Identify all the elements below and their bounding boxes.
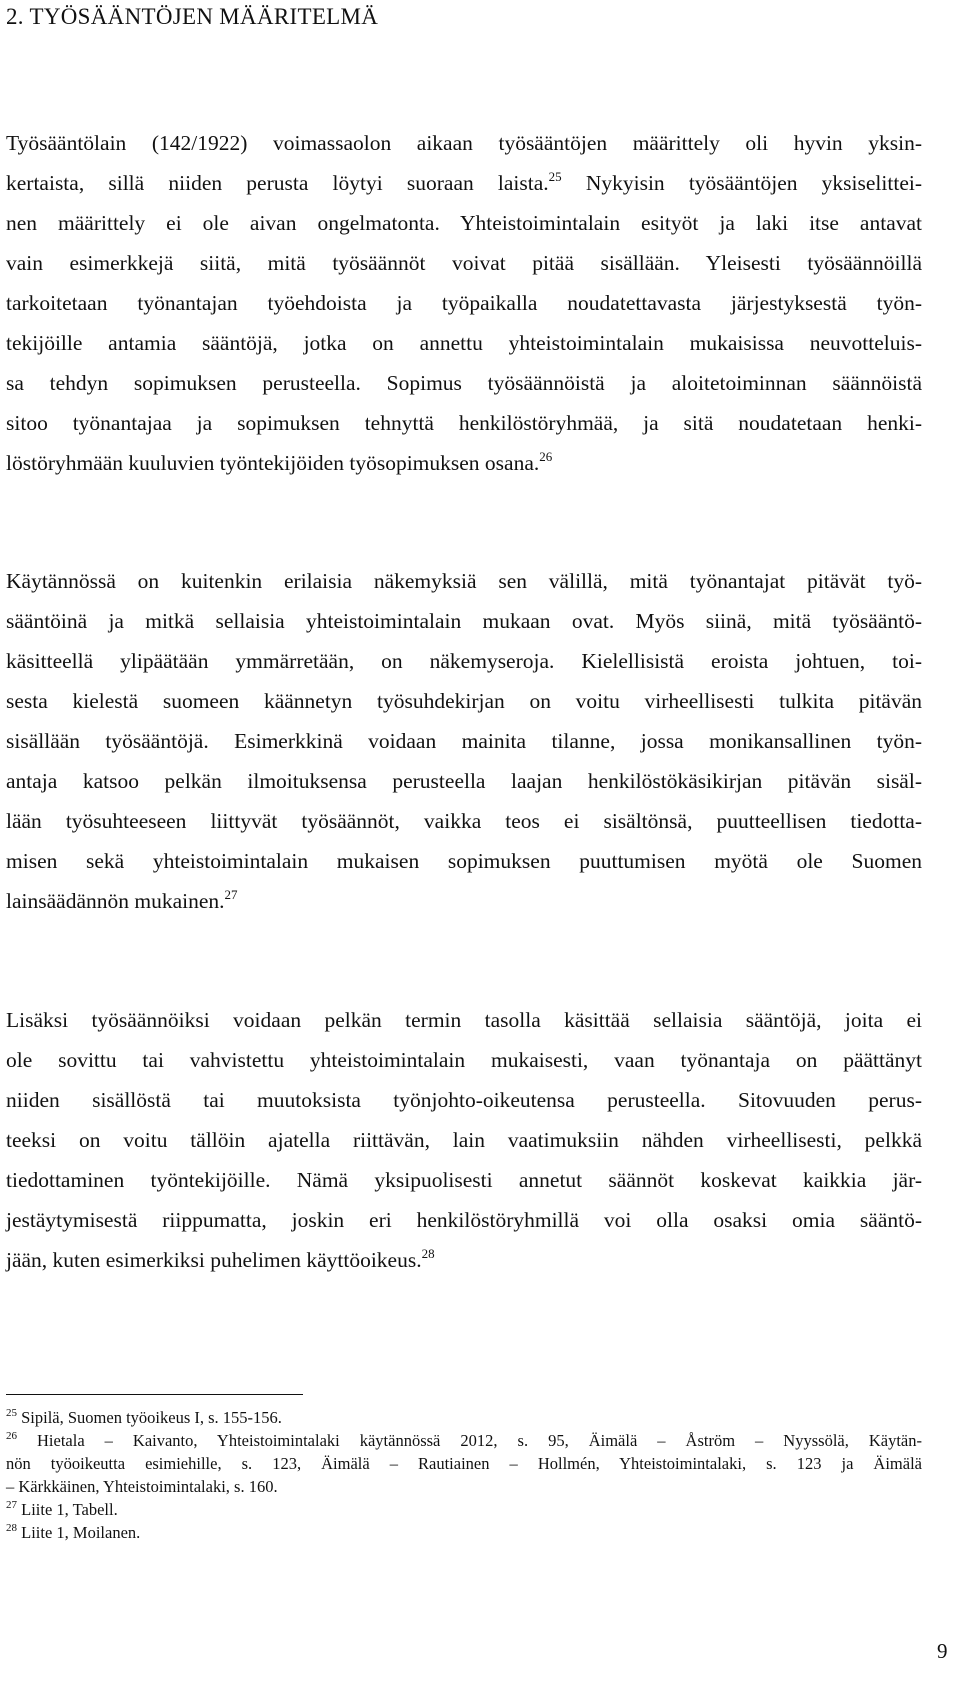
paragraph-line: Työsääntölain (142/1922) voimassaolon aikaan työsääntöjen määrittely oli hyvin yksin-	[6, 131, 922, 155]
section-heading: 2. TYÖSÄÄNTÖJEN MÄÄRITELMÄ	[6, 4, 379, 29]
footnote-separator	[6, 1394, 303, 1395]
paragraph-line: teeksi on voitu tällöin ajatella riittävän, lain vaatimuksiin nähden virheellisesti, pelkkä	[6, 1128, 922, 1152]
footnote-text: Hietala – Kaivanto, Yhteistoimintalaki käytännössä 2012, s. 95, Äimälä – Åström – Nyyssölä, Käytän-	[17, 1431, 922, 1450]
footnote-text: Liite 1, Tabell.	[17, 1500, 118, 1519]
paragraph-line: tekijöille antamia sääntöjä, jotka on annettu yhteistoimintalain mukaisissa neuvotteluis-	[6, 331, 922, 355]
footnote-number: 26	[6, 1430, 17, 1442]
paragraph-line: niiden sisällöstä tai muutoksista työnjohto-oikeutensa perusteella. Sitovuuden perus-	[6, 1088, 922, 1112]
footnote-number: 25	[6, 1407, 17, 1419]
footnote-text: Liite 1, Moilanen.	[17, 1523, 141, 1542]
paragraph-line: tiedottaminen työntekijöille. Nämä yksipuolisesti annetut säännöt koskevat kaikkia jär-	[6, 1168, 922, 1192]
line-text: jään, kuten esimerkiksi puhelimen käyttöoikeus.	[6, 1248, 422, 1272]
footnote-number: 28	[6, 1522, 17, 1534]
footnote-ref-27[interactable]: 27	[224, 887, 238, 902]
paragraph-line: sa tehdyn sopimuksen perusteella. Sopimus työsäännöistä ja aloitetoiminnan säännöistä	[6, 371, 922, 395]
line-text: löstöryhmään kuuluvien työntekijöiden työsopimuksen osana.	[6, 451, 540, 475]
paragraph-line: antaja katsoo pelkän ilmoituksensa perusteella laajan henkilöstökäsikirjan pitävän sisäl-	[6, 769, 922, 793]
footnotes	[6, 1406, 922, 1544]
paragraph-line: nen määrittely ei ole aivan ongelmatonta. Yhteistoimintalain esityöt ja laki itse antavat	[6, 211, 922, 235]
line-text: kertaista, sillä niiden perusta löytyi suoraan laista.	[6, 171, 549, 195]
footnote-28	[6, 1521, 922, 1544]
paragraph-1	[6, 123, 922, 483]
footnote-ref-26[interactable]: 26	[539, 449, 553, 464]
paragraph-line: ole sovittu tai vahvistettu yhteistoimintalain mukaisesti, vaan työnantaja on päättänyt	[6, 1048, 922, 1072]
line-text: lainsäädännön mukainen.	[6, 889, 225, 913]
footnote-26-continued: nön työoikeutta esimiehille, s. 123, Äimälä – Rautiainen – Hollmén, Yhteistoimintalaki, s. 123 ja Äimälä	[6, 1454, 922, 1473]
footnote-25	[6, 1406, 922, 1429]
paragraph-line: vain esimerkkejä siitä, mitä työsäännöt voivat pitää sisällään. Yleisesti työsäännöillä	[6, 251, 922, 275]
footnote-ref-25[interactable]: 25	[548, 169, 562, 184]
paragraph-line: jestäytymisestä riippumatta, joskin eri henkilöstöryhmillä voi olla osaksi omia sääntö-	[6, 1208, 922, 1232]
paragraph-line: sitoo työnantajaa ja sopimuksen tehnyttä henkilöstöryhmää, ja sitä noudatetaan henki-	[6, 411, 922, 435]
footnote-26-continued: – Kärkkäinen, Yhteistoimintalaki, s. 160.	[6, 1477, 278, 1496]
footnote-number: 27	[6, 1499, 17, 1511]
paragraph-2	[6, 561, 922, 921]
footnote-text: Sipilä, Suomen työoikeus I, s. 155-156.	[17, 1408, 282, 1427]
paragraph-line: käsitteellä ylipäätään ymmärretään, on näkemyseroja. Kielellisistä eroista johtuen, toi-	[6, 649, 922, 673]
paragraph-line: tarkoitetaan työnantajan työehdoista ja työpaikalla noudatettavasta järjestyksestä työn-	[6, 291, 922, 315]
line-text: Nykyisin työsääntöjen yksiselittei-	[561, 171, 922, 195]
paragraph-line: sisällään työsääntöjä. Esimerkkinä voidaan mainita tilanne, jossa monikansallinen työn-	[6, 729, 922, 753]
page-number: 9	[937, 1639, 948, 1663]
paragraph-line: Käytännössä on kuitenkin erilaisia näkemyksiä sen välillä, mitä työnantajat pitävät työ-	[6, 569, 922, 593]
paragraph-line	[6, 881, 922, 921]
paragraph-3	[6, 1000, 922, 1280]
footnote-ref-28[interactable]: 28	[421, 1246, 435, 1261]
footnote-27	[6, 1498, 922, 1521]
paragraph-line: sesta kielestä suomeen käännetyn työsuhdekirjan on voitu virheellisesti tulkita pitävän	[6, 689, 922, 713]
footnote-26	[6, 1429, 922, 1452]
paragraph-line	[6, 1240, 922, 1280]
paragraph-line: sääntöinä ja mitkä sellaisia yhteistoimintalain mukaan ovat. Myös siinä, mitä työsääntö-	[6, 609, 922, 633]
paragraph-line: Lisäksi työsäännöiksi voidaan pelkän termin tasolla käsittää sellaisia sääntöjä, joita ei	[6, 1008, 922, 1032]
paragraph-line	[6, 163, 922, 203]
paragraph-line: misen sekä yhteistoimintalain mukaisen sopimuksen puuttumisen myötä ole Suomen	[6, 849, 922, 873]
paragraph-line: lään työsuhteeseen liittyvät työsäännöt, vaikka teos ei sisältönsä, puutteellisen tiedotta-	[6, 809, 922, 833]
paragraph-line	[6, 443, 922, 483]
